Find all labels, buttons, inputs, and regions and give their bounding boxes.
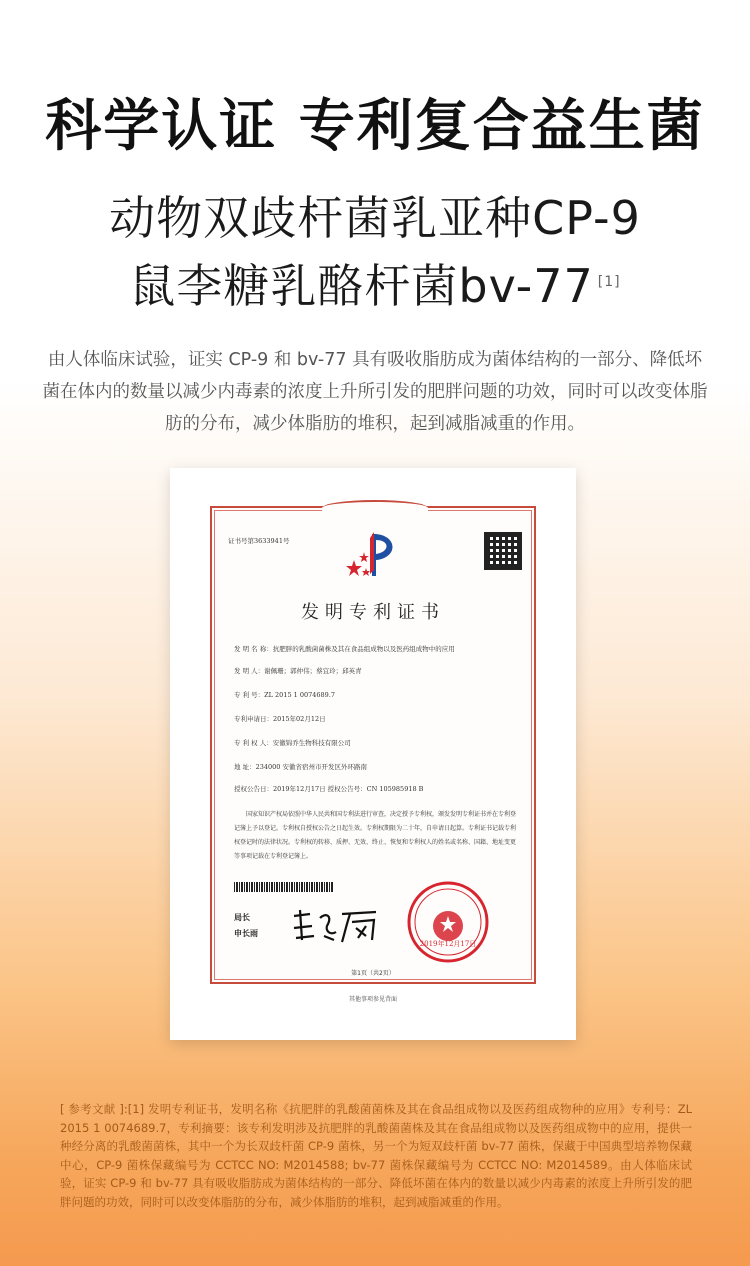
- official-seal-icon: [406, 880, 490, 964]
- page-number: 第1页（共2页）: [351, 970, 395, 977]
- reference-text: [ 参考文献 ]:[1] 发明专利证书，发明名称《抗肥胖的乳酸菌菌株及其在食品组成物以及医药组成物种的应用》专利号：ZL 2015 1 0074689.7，专利摘要：该专利发明涉及抗肥胖的乳酸菌菌株及其在食品组成物以及医药组成物中的应用，提供一种经分离的乳酸菌菌株，其中一个为长双歧杆菌 CP-9 菌株，另一个为短双歧杆菌 bv-77 菌株，保藏于中国典型培养物保藏中心，CP-9 菌株保藏编号为 CCTCC NO: M2014588; bv-77 菌株保藏编号为 CCTCC NO: M2014589。由人体临床试验，证实 CP-9 和 bv-77 具有吸收脂肪成为菌体结构的一部分、降低坏菌在体内的数量以减少内毒素的浓度上升所引发的肥胖问题的功效，同时可以改变体脂肪的分布，减少体脂肪的堆积，起到减脂减重的作用。: [60, 1102, 692, 1209]
- director-name: 申长雨: [234, 929, 258, 938]
- strain-cp9-label: 动物双歧杆菌乳亚种CP-9: [109, 191, 641, 245]
- field-address: 地 址：234000 安徽省宿州市开发区外环路南: [234, 763, 367, 771]
- field-patentee: 专 利 权 人：安徽锦乔生物科技有限公司: [234, 739, 351, 747]
- qr-code: [484, 532, 522, 570]
- certificate-frame: [210, 506, 536, 984]
- backside-note: 其他事项参见背面: [348, 996, 397, 1003]
- certificate-number: 证书号第3633941号: [228, 537, 290, 545]
- patent-certificate: [170, 468, 576, 1040]
- field-invention-name: 发 明 名 称：抗肥胖的乳酸菌菌株及其在食品组成物以及医药组成物中的应用: [234, 645, 455, 653]
- strain-bv77-label: 鼠李糖乳酪杆菌bv-77: [129, 259, 594, 313]
- field-patent-number: 专 利 号：ZL 2015 1 0074689.7: [234, 691, 335, 699]
- certificate-notice: 国家知识产权局依照中华人民共和国专利法进行审查，决定授予专利权，颁发发明专利证书并在专利登记簿上予以登记。专利权自授权公告之日起生效。专利权期限为二十年，自申请日起算。专利证书记载专利权登记时的法律状况。专利权的转移、质押、无效、终止、恢复和专利权人的姓名或名称、国籍、地址变更等事项记载在专利登记簿上。: [234, 811, 517, 860]
- certificate-title: 发明专利证书: [301, 602, 445, 623]
- field-grant-date: 授权公告日：2019年12月17日 授权公告号：CN 105985918 B: [234, 785, 424, 793]
- frame-top-ornament: [322, 500, 428, 516]
- field-application-date: 专利申请日：2015年02月12日: [234, 715, 326, 723]
- reference-mark: [1]: [597, 273, 621, 290]
- strain-bv77: [0, 250, 750, 316]
- barcode: [234, 882, 334, 892]
- description: 由人体临床试验，证实 CP-9 和 bv-77 具有吸收脂肪成为菌体结构的一部分、降低坏菌在体内的数量以减少内毒素的浓度上升所引发的肥胖问题的功效，同时可以改变体脂肪的分布，减少体脂肪的堆积，起到减脂减重的作用。: [42, 350, 708, 434]
- signature-icon: [290, 906, 380, 946]
- field-inventors: 发 明 人：谢佩珊；郭仲伟；蔡宜玲；邱英青: [234, 667, 362, 675]
- seal-date: 2019年12月17日: [419, 940, 477, 948]
- director-title: 局长: [234, 913, 250, 922]
- strain-cp9: [0, 182, 750, 248]
- headline: 科学认证 专利复合益生菌: [45, 94, 705, 159]
- patent-office-emblem-icon: [346, 530, 400, 580]
